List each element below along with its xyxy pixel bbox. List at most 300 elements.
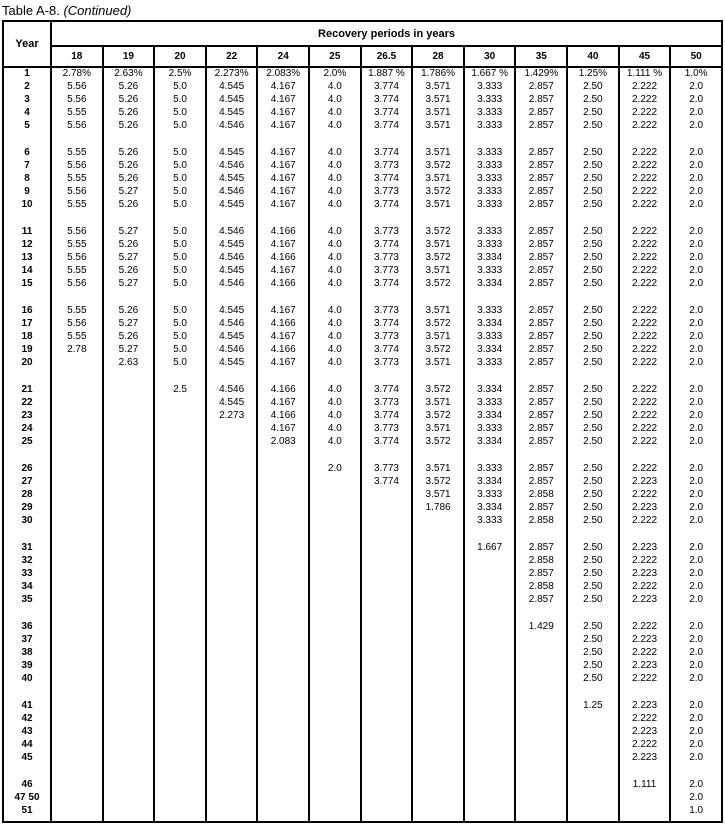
spacer-cell — [309, 369, 361, 383]
spacer-cell — [567, 132, 619, 146]
rate-cell — [257, 659, 309, 672]
rate-cell: 2.50 — [567, 554, 619, 567]
spacer-cell — [51, 527, 103, 541]
rate-cell — [51, 409, 103, 422]
rate-cell — [257, 554, 309, 567]
rate-cell — [154, 462, 206, 475]
rate-cell — [103, 475, 155, 488]
rate-cell: 3.333 — [464, 159, 516, 172]
rate-cell — [51, 593, 103, 606]
rate-cell — [567, 738, 619, 751]
rate-cell — [154, 396, 206, 409]
rate-cell: 4.545 — [206, 198, 258, 211]
rate-cell: 4.167 — [257, 356, 309, 369]
rate-cell: 3.334 — [464, 251, 516, 264]
rate-cell: 3.572 — [412, 409, 464, 422]
spacer-cell — [619, 764, 671, 778]
rate-cell: 2.222 — [619, 580, 671, 593]
rate-cell: 5.27 — [103, 343, 155, 356]
spacer-cell — [3, 211, 51, 225]
spacer-cell — [464, 685, 516, 699]
spacer-cell — [515, 817, 567, 822]
rate-cell — [103, 751, 155, 764]
spacer-cell — [206, 290, 258, 304]
year-cell: 44 — [3, 738, 51, 751]
rate-cell: 3.333 — [464, 462, 516, 475]
rate-cell: 2.857 — [515, 238, 567, 251]
rate-cell: 2.50 — [567, 383, 619, 396]
rate-cell: 2.0 — [670, 554, 722, 567]
rate-cell: 3.572 — [412, 225, 464, 238]
rate-cell — [309, 646, 361, 659]
rate-cell: 5.27 — [103, 277, 155, 290]
rate-cell — [257, 514, 309, 527]
rate-cell: 2.0 — [670, 198, 722, 211]
rate-cell: 3.572 — [412, 251, 464, 264]
spacer-cell — [670, 527, 722, 541]
spacer-cell — [670, 369, 722, 383]
rate-cell: 2.858 — [515, 514, 567, 527]
recovery-period-header: 24 — [257, 46, 309, 67]
rate-cell — [103, 659, 155, 672]
rate-cell — [154, 475, 206, 488]
rate-cell — [464, 580, 516, 593]
rate-cell: 2.50 — [567, 304, 619, 317]
rate-cell: 4.0 — [309, 317, 361, 330]
rate-cell: 2.222 — [619, 159, 671, 172]
rate-cell: 2.857 — [515, 330, 567, 343]
rate-cell: 2.50 — [567, 330, 619, 343]
rate-cell: 2.0 — [670, 725, 722, 738]
rate-cell — [154, 620, 206, 633]
rate-cell: 5.27 — [103, 317, 155, 330]
rate-cell — [154, 804, 206, 817]
rate-cell: 4.545 — [206, 80, 258, 93]
spacer-cell — [51, 369, 103, 383]
rate-cell — [361, 488, 413, 501]
rate-cell: 5.55 — [51, 146, 103, 159]
recovery-period-header: 35 — [515, 46, 567, 67]
spacer-cell — [361, 290, 413, 304]
rate-cell — [51, 791, 103, 804]
rate-cell: 5.0 — [154, 251, 206, 264]
table-row — [3, 659, 722, 672]
rate-cell: 3.572 — [412, 435, 464, 448]
rate-cell: 5.56 — [51, 277, 103, 290]
rate-cell: 2.223 — [619, 633, 671, 646]
rate-cell: 2.857 — [515, 593, 567, 606]
table-row — [3, 699, 722, 712]
group-spacer-row — [3, 606, 722, 620]
rate-cell — [257, 593, 309, 606]
rate-cell: 5.27 — [103, 185, 155, 198]
table-row — [3, 409, 722, 422]
year-cell: 15 — [3, 277, 51, 290]
rate-cell: 1.429% — [515, 67, 567, 80]
rate-cell: 2.0 — [670, 712, 722, 725]
rate-cell — [464, 738, 516, 751]
rate-cell — [154, 593, 206, 606]
rate-cell: 2.857 — [515, 251, 567, 264]
rate-cell: 4.0 — [309, 356, 361, 369]
rate-cell: 5.55 — [51, 106, 103, 119]
rate-cell: 4.0 — [309, 422, 361, 435]
rate-cell — [103, 646, 155, 659]
spacer-cell — [154, 290, 206, 304]
rate-cell: 5.0 — [154, 238, 206, 251]
year-cell: 43 — [3, 725, 51, 738]
rate-cell — [257, 672, 309, 685]
rate-cell — [51, 725, 103, 738]
rate-cell: 2.0 — [670, 488, 722, 501]
rate-cell: 2.50 — [567, 225, 619, 238]
recovery-periods-span-header: Recovery periods in years — [51, 21, 722, 46]
rate-cell: 2.857 — [515, 383, 567, 396]
rate-cell — [257, 699, 309, 712]
year-cell: 14 — [3, 264, 51, 277]
rate-cell — [154, 567, 206, 580]
recovery-period-header: 25 — [309, 46, 361, 67]
page-title — [0, 0, 725, 20]
spacer-cell — [464, 132, 516, 146]
rate-cell: 3.571 — [412, 264, 464, 277]
spacer-cell — [464, 211, 516, 225]
rate-cell — [206, 435, 258, 448]
rate-cell: 4.167 — [257, 159, 309, 172]
rate-cell: 1.429 — [515, 620, 567, 633]
spacer-cell — [515, 606, 567, 620]
rate-cell — [51, 475, 103, 488]
rate-cell: 3.774 — [361, 409, 413, 422]
rate-cell: 4.545 — [206, 264, 258, 277]
spacer-cell — [51, 817, 103, 822]
rate-cell — [154, 488, 206, 501]
year-cell: 20 — [3, 356, 51, 369]
table-row — [3, 646, 722, 659]
rate-cell: 3.774 — [361, 277, 413, 290]
rate-cell: 2.0 — [670, 277, 722, 290]
rate-cell: 2.0 — [670, 264, 722, 277]
rate-cell — [206, 580, 258, 593]
rate-cell — [361, 738, 413, 751]
recovery-period-header: 22 — [206, 46, 258, 67]
rate-cell: 4.167 — [257, 422, 309, 435]
rate-cell — [206, 567, 258, 580]
rate-cell — [51, 620, 103, 633]
rate-cell: 3.571 — [412, 106, 464, 119]
rate-cell: 2.50 — [567, 488, 619, 501]
table-row — [3, 159, 722, 172]
rate-cell: 4.167 — [257, 396, 309, 409]
year-cell: 26 — [3, 462, 51, 475]
rate-cell: 3.571 — [412, 356, 464, 369]
rate-cell — [206, 791, 258, 804]
spacer-cell — [670, 132, 722, 146]
rate-cell: 4.546 — [206, 277, 258, 290]
year-cell: 36 — [3, 620, 51, 633]
rate-cell — [361, 633, 413, 646]
spacer-cell — [567, 448, 619, 462]
table-row — [3, 343, 722, 356]
rate-cell: 2.857 — [515, 343, 567, 356]
rate-cell: 4.546 — [206, 159, 258, 172]
rate-cell: 2.50 — [567, 119, 619, 132]
rate-cell: 4.0 — [309, 198, 361, 211]
rate-cell: 2.0 — [670, 580, 722, 593]
spacer-cell — [3, 448, 51, 462]
rate-cell — [567, 751, 619, 764]
rate-cell: 2.857 — [515, 422, 567, 435]
rate-cell: 3.773 — [361, 462, 413, 475]
rate-cell: 4.545 — [206, 106, 258, 119]
rate-cell — [309, 620, 361, 633]
rate-cell: 3.333 — [464, 514, 516, 527]
spacer-cell — [464, 290, 516, 304]
rate-cell — [51, 501, 103, 514]
rate-cell: 3.572 — [412, 159, 464, 172]
rate-cell — [412, 541, 464, 554]
rate-cell: 2.222 — [619, 225, 671, 238]
table-row — [3, 804, 722, 817]
rate-cell: 1.887 % — [361, 67, 413, 80]
rate-cell: 2.222 — [619, 198, 671, 211]
rate-cell: 3.572 — [412, 317, 464, 330]
spacer-cell — [309, 448, 361, 462]
table-row — [3, 238, 722, 251]
rate-cell: 2.0 — [670, 672, 722, 685]
rate-cell — [361, 659, 413, 672]
spacer-cell — [412, 606, 464, 620]
rate-cell: 2.0 — [670, 409, 722, 422]
rate-cell: 4.0 — [309, 343, 361, 356]
spacer-cell — [51, 211, 103, 225]
rate-cell — [464, 804, 516, 817]
year-cell: 24 — [3, 422, 51, 435]
rate-cell — [51, 646, 103, 659]
rate-cell: 2.0 — [670, 80, 722, 93]
rate-cell — [51, 541, 103, 554]
rate-cell: 3.334 — [464, 501, 516, 514]
year-cell: 8 — [3, 172, 51, 185]
spacer-cell — [670, 685, 722, 699]
rate-cell: 3.774 — [361, 317, 413, 330]
rate-cell: 2.223 — [619, 751, 671, 764]
table-row — [3, 317, 722, 330]
spacer-cell — [412, 817, 464, 822]
rate-cell — [412, 712, 464, 725]
rate-cell: 2.857 — [515, 277, 567, 290]
rate-cell — [515, 778, 567, 791]
rate-cell: 2.222 — [619, 317, 671, 330]
rate-cell: 2.222 — [619, 264, 671, 277]
rate-cell: 3.774 — [361, 383, 413, 396]
spacer-cell — [412, 211, 464, 225]
rate-cell: 2.857 — [515, 356, 567, 369]
rate-cell — [464, 567, 516, 580]
rate-cell — [154, 514, 206, 527]
rate-cell — [567, 804, 619, 817]
rate-cell: 2.222 — [619, 106, 671, 119]
rate-cell — [257, 620, 309, 633]
rate-cell: 5.0 — [154, 80, 206, 93]
rate-cell — [464, 646, 516, 659]
spacer-cell — [619, 685, 671, 699]
rate-cell: 2.222 — [619, 712, 671, 725]
rate-cell: 3.333 — [464, 488, 516, 501]
year-cell: 29 — [3, 501, 51, 514]
rate-cell — [515, 672, 567, 685]
rate-cell — [257, 725, 309, 738]
rate-cell: 3.334 — [464, 383, 516, 396]
rate-cell: 3.773 — [361, 225, 413, 238]
rate-cell: 5.27 — [103, 251, 155, 264]
rate-cell: 3.572 — [412, 185, 464, 198]
rate-cell — [206, 488, 258, 501]
rate-cell: 4.166 — [257, 251, 309, 264]
spacer-cell — [567, 290, 619, 304]
rate-cell — [412, 778, 464, 791]
recovery-period-header: 20 — [154, 46, 206, 67]
rate-cell — [515, 646, 567, 659]
rate-cell — [412, 554, 464, 567]
year-column-header: Year — [3, 21, 51, 67]
rate-cell: 2.222 — [619, 646, 671, 659]
rate-cell: 5.55 — [51, 264, 103, 277]
rate-cell: 3.571 — [412, 304, 464, 317]
rate-cell — [206, 699, 258, 712]
rate-cell: 3.774 — [361, 198, 413, 211]
rate-cell: 1.25% — [567, 67, 619, 80]
spacer-cell — [206, 448, 258, 462]
rate-cell: 2.083 — [257, 435, 309, 448]
spacer-cell — [206, 817, 258, 822]
rate-cell — [464, 659, 516, 672]
spacer-cell — [567, 764, 619, 778]
rate-cell: 2.223 — [619, 659, 671, 672]
rate-cell — [412, 751, 464, 764]
group-spacer-row — [3, 448, 722, 462]
rate-cell: 3.571 — [412, 172, 464, 185]
spacer-cell — [103, 764, 155, 778]
rate-cell: 2.857 — [515, 225, 567, 238]
rate-cell — [515, 751, 567, 764]
table-row — [3, 67, 722, 80]
rate-cell — [206, 475, 258, 488]
recovery-period-header: 45 — [619, 46, 671, 67]
rate-cell — [51, 633, 103, 646]
table-row — [3, 396, 722, 409]
rate-cell: 3.333 — [464, 172, 516, 185]
rate-cell: 2.50 — [567, 277, 619, 290]
rate-cell — [309, 475, 361, 488]
rate-cell: 2.5 — [154, 383, 206, 396]
year-cell: 19 — [3, 343, 51, 356]
rate-cell — [361, 646, 413, 659]
rate-cell — [51, 659, 103, 672]
rate-cell: 2.50 — [567, 172, 619, 185]
rate-cell: 2.858 — [515, 554, 567, 567]
rate-cell — [103, 462, 155, 475]
rate-cell — [412, 646, 464, 659]
rate-cell: 2.50 — [567, 567, 619, 580]
rate-cell: 3.333 — [464, 146, 516, 159]
rate-cell — [103, 672, 155, 685]
rate-cell: 2.857 — [515, 501, 567, 514]
rate-cell: 1.786 — [412, 501, 464, 514]
year-cell: 38 — [3, 646, 51, 659]
rate-cell — [309, 580, 361, 593]
year-cell: 13 — [3, 251, 51, 264]
rate-cell: 5.27 — [103, 225, 155, 238]
group-spacer-row — [3, 685, 722, 699]
spacer-cell — [567, 527, 619, 541]
rate-cell: 3.333 — [464, 106, 516, 119]
rate-cell: 2.223 — [619, 501, 671, 514]
rate-cell: 4.166 — [257, 409, 309, 422]
spacer-cell — [309, 764, 361, 778]
table-row — [3, 383, 722, 396]
table-row — [3, 738, 722, 751]
rate-cell — [309, 633, 361, 646]
rate-cell — [309, 514, 361, 527]
rate-cell: 3.571 — [412, 330, 464, 343]
rate-cell — [567, 712, 619, 725]
rate-cell: 5.0 — [154, 277, 206, 290]
rate-cell: 4.0 — [309, 80, 361, 93]
rate-cell: 2.222 — [619, 146, 671, 159]
spacer-cell — [154, 448, 206, 462]
spacer-cell — [515, 448, 567, 462]
rate-cell — [257, 791, 309, 804]
rate-cell: 5.0 — [154, 106, 206, 119]
rate-cell — [103, 409, 155, 422]
rate-cell — [206, 554, 258, 567]
rate-cell: 3.334 — [464, 343, 516, 356]
rate-cell: 5.55 — [51, 198, 103, 211]
table-label: Table A-8. — [2, 3, 60, 18]
spacer-cell — [154, 132, 206, 146]
table-row — [3, 475, 722, 488]
rate-cell: 2.50 — [567, 514, 619, 527]
rate-cell: 2.223 — [619, 475, 671, 488]
rate-cell: 4.0 — [309, 106, 361, 119]
spacer-cell — [619, 132, 671, 146]
spacer-cell — [3, 369, 51, 383]
rate-cell: 2.857 — [515, 106, 567, 119]
rate-cell — [412, 567, 464, 580]
spacer-cell — [309, 527, 361, 541]
rate-cell — [309, 593, 361, 606]
group-spacer-row — [3, 132, 722, 146]
year-cell: 35 — [3, 593, 51, 606]
rate-cell — [464, 620, 516, 633]
rate-cell: 5.26 — [103, 159, 155, 172]
rate-cell — [464, 633, 516, 646]
year-cell: 28 — [3, 488, 51, 501]
rate-cell — [309, 712, 361, 725]
spacer-cell — [103, 369, 155, 383]
year-cell: 23 — [3, 409, 51, 422]
table-row — [3, 185, 722, 198]
rate-cell: 3.334 — [464, 409, 516, 422]
spacer-cell — [361, 764, 413, 778]
rate-cell: 3.572 — [412, 277, 464, 290]
rate-cell: 3.571 — [412, 422, 464, 435]
rate-cell: 2.222 — [619, 238, 671, 251]
rate-cell: 5.56 — [51, 80, 103, 93]
spacer-cell — [412, 290, 464, 304]
rate-cell — [361, 541, 413, 554]
